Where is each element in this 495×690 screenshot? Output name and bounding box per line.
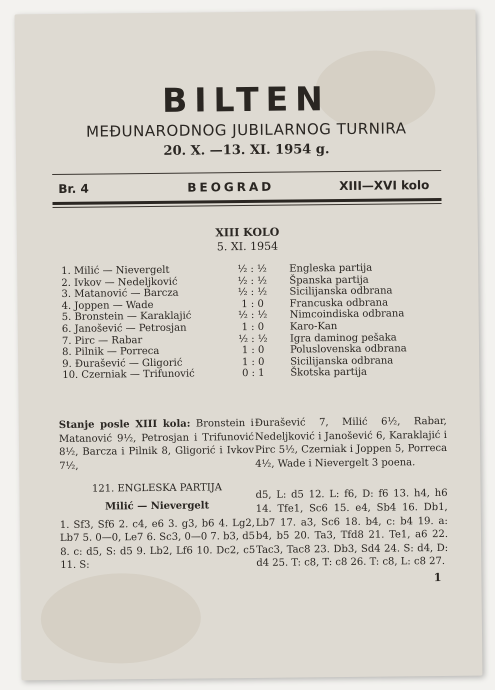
game-opening: Nimcoindiska odbrana bbox=[289, 308, 405, 321]
bulletin-title: BILTEN bbox=[161, 79, 330, 120]
game-players: 2. Ivkov — Nedeljković bbox=[61, 276, 178, 289]
paper-stain bbox=[40, 573, 201, 665]
game-result: 1 : 0 bbox=[241, 344, 265, 357]
game-players: 6. Janošević — Petrosjan bbox=[61, 322, 187, 335]
game-players: 8. Pilnik — Porreca bbox=[62, 346, 160, 359]
game-opening: Karo-Kan bbox=[289, 321, 338, 333]
moves-right: d5, L: d5 12. L: f6, D: f6 13. h4, h6 14. Tfe1, Sc6 15. e4, Sb4 16. Db1, Lb7 17. a3, Sc6 18. b4, c: b4 19. a: b4, b5 20. Ta3, Tfd8 21. Te1, a6 22. Tac3, Tac8 23. Db3, Sd4 24. S: d4, D: d4 25. T: c8, T: c8 26. T: c8, L: c8 27. bbox=[255, 488, 449, 570]
bulletin-subtitle: MEĐUNARODNOG JUBILARNOG TURNIRA bbox=[85, 119, 407, 141]
right-column bbox=[255, 415, 449, 571]
standings-text-left: Bronstein i Matanović 9½, Petrosjan i Trifunović 8½, Barcza i Pilnik 8, Gligorić i Ivkov 7½, bbox=[58, 417, 255, 472]
standings-heading: Stanje posle XIII kola: bbox=[58, 418, 191, 431]
game-players: 7. Pirc — Rabar bbox=[61, 334, 143, 347]
city-name: BEOGRAD bbox=[187, 179, 275, 195]
game-opening: Poluslovenska odbrana bbox=[289, 343, 407, 356]
game-players: 3. Matanović — Barcza bbox=[61, 287, 179, 301]
game-result: ½ : ½ bbox=[237, 286, 268, 299]
game-result: ½ : ½ bbox=[238, 310, 268, 322]
game-opening: Francuska odbrana bbox=[289, 297, 389, 310]
game-players: 4. Joppen — Wade bbox=[61, 299, 154, 312]
game-opening: Sicilijanska odbrana bbox=[290, 355, 394, 368]
standings-text-right: Đurašević 7, Milić 6½, Rabar, Nedeljković i Janošević 6, Karaklajić i Pirc 5½, Czerniak i Joppen 5, Porreca 4½, Wade i Nievergelt 3 poena. bbox=[254, 415, 448, 470]
game-players-header: Milić — Nievergelt bbox=[105, 500, 210, 513]
game-players: 5. Bronstein — Karaklajić bbox=[61, 310, 192, 324]
game-opening: Engleska partija bbox=[289, 262, 373, 275]
issue-number: Br. 4 bbox=[58, 181, 89, 196]
game-players: 10. Czerniak — Trifunović bbox=[62, 368, 195, 382]
game-players: 1. Milić — Nievergelt bbox=[61, 264, 170, 277]
tournament-dates: 20. X. —13. XI. 1954 g. bbox=[163, 142, 330, 159]
rounds-range: XIII—XVI kolo bbox=[339, 178, 430, 194]
divider bbox=[52, 170, 441, 175]
moves-left: 1. Sf3, Sf6 2. c4, e6 3. g3, b6 4. Lg2, Lb7 5. 0—0, Le7 6. Sc3, 0—0 7. b3, d5 8. c: d5, S: d5 9. Lb2, Lf6 10. Dc2, c5 11. S: bbox=[59, 517, 256, 572]
round-title: XIII KOLO bbox=[215, 225, 280, 240]
game-opening: Igra daminog pešaka bbox=[289, 332, 397, 345]
issue-info-bar bbox=[52, 178, 441, 198]
game-result: 1 : 0 bbox=[241, 321, 265, 334]
standings-paragraph bbox=[59, 417, 255, 473]
round-date: 5. XI. 1954 bbox=[216, 239, 279, 254]
game-result: ½ : ½ bbox=[238, 333, 268, 345]
round-header bbox=[17, 224, 478, 257]
games-list bbox=[61, 262, 462, 382]
game-result: 0 : 1 bbox=[242, 368, 265, 380]
game-opening: Sicilijanska odbrana bbox=[289, 285, 393, 298]
game-result: ½ : ½ bbox=[237, 275, 267, 287]
game-result: 1 : 0 bbox=[241, 356, 265, 368]
left-column bbox=[59, 417, 256, 573]
game-header: 121. ENGLESKA PARTIJA bbox=[91, 482, 223, 496]
game-opening: Španska partija bbox=[289, 274, 369, 287]
game-result: 1 : 0 bbox=[241, 298, 264, 310]
game-players: 9. Đurašević — Gligorić bbox=[62, 357, 183, 370]
page-number: 1 bbox=[433, 570, 442, 585]
game-opening: Škotska partija bbox=[290, 367, 368, 379]
masthead bbox=[15, 80, 477, 161]
bulletin-page bbox=[15, 10, 483, 681]
game-result: ½ : ½ bbox=[237, 263, 267, 276]
